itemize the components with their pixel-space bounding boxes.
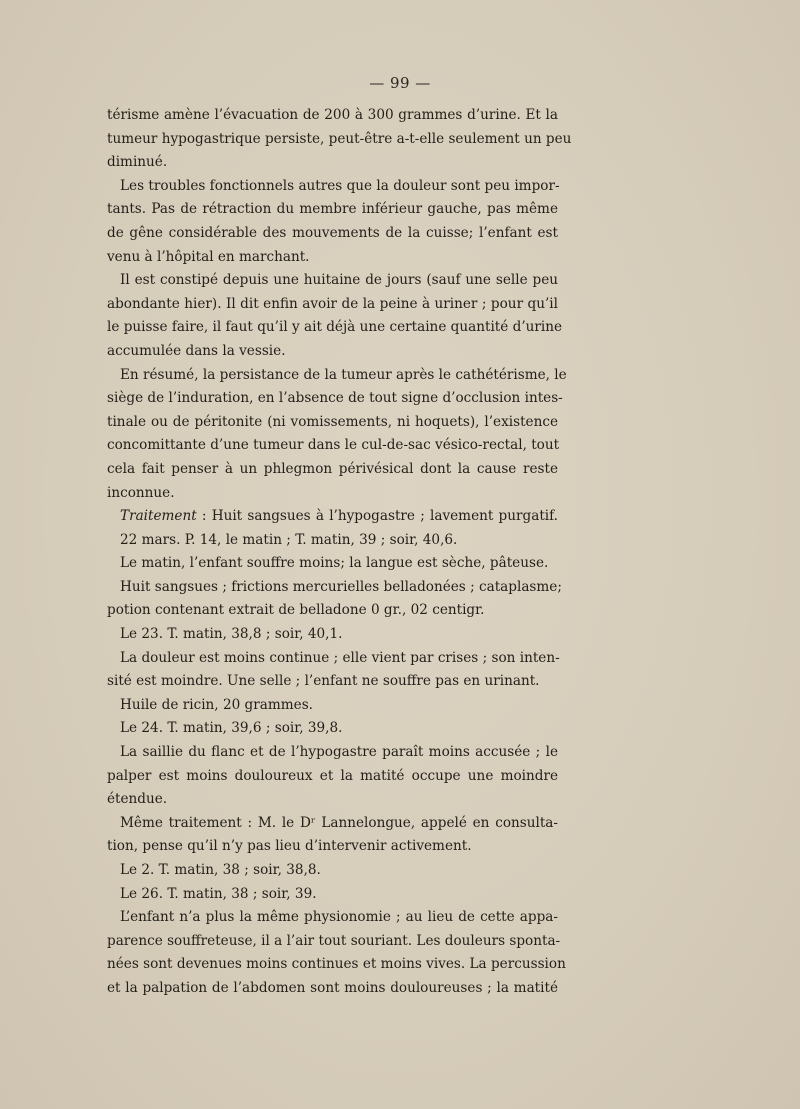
text-line: L’enfant n’a plus la même physionomie ; au lieu de cette appa- bbox=[120, 909, 558, 926]
text-line: Le 2. T. matin, 38 ; soir, 38,8. bbox=[120, 862, 321, 878]
text-line: 22 mars. P. 14, le matin ; T. matin, 39 ; soir, 40,6. bbox=[120, 531, 458, 548]
line-text: : Huit sangsues à l’hypogastre ; lavement purgatif. bbox=[196, 508, 558, 525]
text-line: nées sont devenues moins continues et moins vives. La percussion bbox=[107, 956, 566, 973]
text-line: Huit sangsues ; frictions mercurielles belladonées ; cataplasme; bbox=[120, 578, 562, 595]
text-line: potion contenant extrait de belladone 0 gr., 02 centigr. bbox=[107, 602, 485, 619]
text-line: Le 23. T. matin, 38,8 ; soir, 40,1. bbox=[120, 626, 343, 643]
text-line: cela fait penser à un phlegmon périvésical dont la cause reste bbox=[107, 460, 558, 477]
text-line: abondante hier). Il dit enfin avoir de la peine à uriner ; pour qu’il bbox=[107, 295, 558, 312]
text-line: parence souffreteuse, il a l’air tout souriant. Les douleurs sponta- bbox=[107, 932, 561, 949]
text-line: Il est constipé depuis une huitaine de jours (sauf une selle peu bbox=[120, 272, 558, 289]
text-line: le puisse faire, il faut qu’il y ait déjà une certaine quantité d’urine bbox=[107, 319, 563, 336]
text-line: de gêne considérable des mouvements de la cuisse; l’enfant est bbox=[107, 224, 558, 241]
text-line: Les troubles fonctionnels autres que la douleur sont peu impor- bbox=[120, 177, 560, 194]
text-line: tion, pense qu’il n’y pas lieu d’intervenir activement. bbox=[107, 838, 472, 855]
text-line: sité est moindre. Une selle ; l’enfant ne souffre pas en urinant. bbox=[107, 673, 540, 690]
text-line: et la palpation de l’abdomen sont moins douloureuses ; la matité bbox=[107, 979, 558, 996]
body-text bbox=[107, 104, 572, 1001]
text-line: Le 24. T. matin, 39,6 ; soir, 39,8. bbox=[120, 720, 343, 737]
text-line: tumeur hypogastrique persiste, peut-être a-t-elle seulement un peu bbox=[107, 130, 572, 147]
page-number: — 99 — bbox=[369, 74, 431, 92]
text-line: Même traitement : M. le Dʳ Lannelongue, appelé en consulta- bbox=[120, 814, 558, 831]
text-line: Le matin, l’enfant souffre moins; la langue est sèche, pâteuse. bbox=[120, 555, 549, 572]
text-line: venu à l’hôpital en marchant. bbox=[107, 248, 310, 265]
text-line: inconnue. bbox=[107, 484, 175, 501]
text-line: accumulée dans la vessie. bbox=[107, 342, 286, 359]
text-line: tinale ou de péritonite (ni vomissements, ni hoquets), l’existence bbox=[107, 413, 558, 430]
text-line: tants. Pas de rétraction du membre inférieur gauche, pas même bbox=[107, 201, 558, 218]
text-line: palper est moins douloureux et la matité occupe une moindre bbox=[107, 767, 558, 784]
text-line: diminué. bbox=[107, 154, 168, 171]
text-line: La douleur est moins continue ; elle vient par crises ; son inten- bbox=[120, 649, 560, 666]
text-line: Le 26. T. matin, 38 ; soir, 39. bbox=[120, 885, 317, 902]
text-line: La saillie du flanc et de l’hypogastre paraît moins accusée ; le bbox=[120, 744, 558, 761]
text-line: siège de l’induration, en l’absence de tout signe d’occlusion intes- bbox=[107, 390, 563, 407]
text-line: concomittante d’une tumeur dans le cul-de-sac vésico-rectal, tout bbox=[107, 437, 560, 454]
italic-heading: Traitement bbox=[120, 508, 197, 525]
text-line: En résumé, la persistance de la tumeur après le cathétérisme, le bbox=[120, 366, 567, 383]
text-line: térisme amène l’évacuation de 200 à 300 grammes d’urine. Et la bbox=[107, 107, 558, 123]
text-line: étendue. bbox=[107, 791, 168, 808]
text-line: Huile de ricin, 20 grammes. bbox=[120, 696, 313, 713]
text-line bbox=[107, 505, 558, 529]
